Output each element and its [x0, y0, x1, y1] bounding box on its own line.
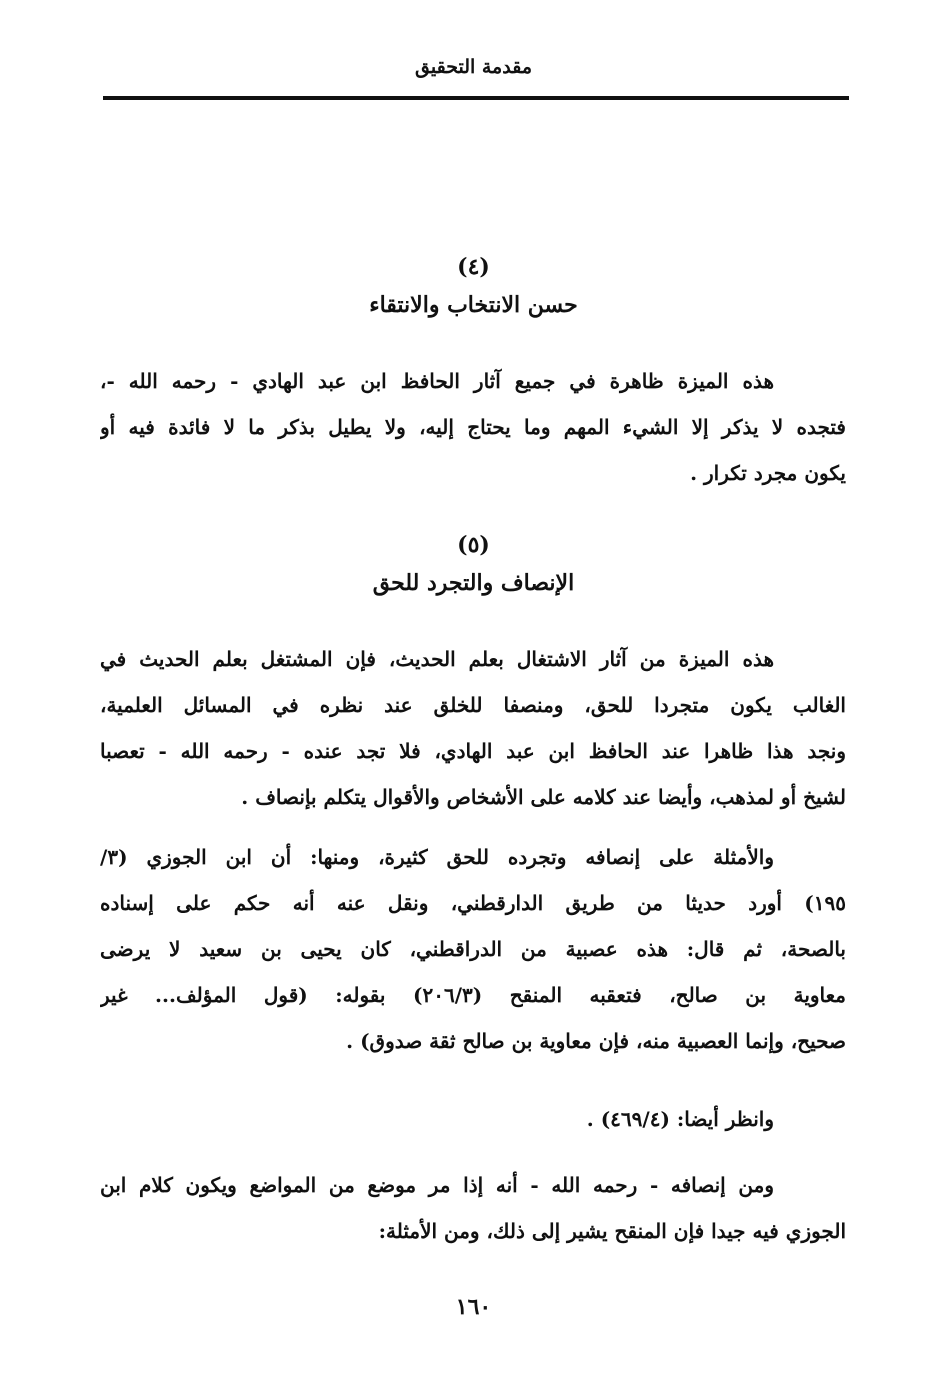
text-line: ومن إنصافه - رحمه الله - أنه إذا مر موضع من المواضع ويكون كلام ابن	[100, 1173, 774, 1197]
page-number: ١٦٠	[455, 1294, 492, 1320]
paragraph	[100, 358, 846, 496]
text-line: هذه الميزة ظاهرة في جميع آثار الحافظ ابن عبد الهادي - رحمه الله -،	[100, 369, 774, 393]
text-line: صحيح، وإنما العصبية منه، فإن معاوية بن صالح ثقة صدوق) .	[346, 1029, 846, 1053]
text-line: الغالب يكون متجردا للحق، ومنصفا للخلق عند نظره في المسائل العلمية،	[100, 693, 846, 717]
text-line: وانظر أيضا: (٤٦٩/٤) .	[586, 1107, 774, 1131]
text-line: ١٩٥) أورد حديثا من طريق الدارقطني، ونقل عنه أنه حكم على إسناده	[100, 891, 846, 915]
paragraph	[100, 1096, 846, 1142]
text-line: بالصحة، ثم قال: هذه عصبية من الدراقطني، كان يحيى بن سعيد لا يرضى	[100, 937, 846, 961]
header-rule	[103, 96, 849, 100]
section-title: الإنصاف والتجرد للحق	[372, 570, 575, 596]
paragraph	[100, 1162, 846, 1254]
running-head: مقدمة التحقيق	[415, 56, 532, 78]
text-line: لشيخ أو لمذهب، وأيضا عند كلامه على الأشخاص والأقوال يتكلم بإنصاف .	[241, 785, 846, 809]
text-line: ونجد هذا ظاهرا عند الحافظ ابن عبد الهادي، فلا تجد عنده - رحمه الله - تعصبا	[100, 739, 846, 763]
paragraph	[100, 834, 846, 1064]
text-line: يكون مجرد تكرار .	[690, 461, 846, 485]
section-number: (٤)	[457, 254, 490, 280]
text-line: هذه الميزة من آثار الاشتغال بعلم الحديث، فإن المشتغل بعلم الحديث في	[100, 647, 774, 671]
section-number: (٥)	[457, 532, 490, 558]
text-line: والأمثلة على إنصافه وتجرده للحق كثيرة، ومنها: أن ابن الجوزي (٣/	[100, 845, 774, 869]
text-line: فتجده لا يذكر إلا الشيء المهم وما يحتاج إليه، ولا يطيل بذكر ما لا فائدة فيه أو	[100, 415, 846, 439]
section-title: حسن الانتخاب والانتقاء	[369, 292, 578, 318]
text-line: الجوزي فيه جيدا فإن المنقح يشير إلى ذلك، ومن الأمثلة:	[378, 1219, 846, 1243]
paragraph	[100, 636, 846, 820]
text-line: معاوية بن صالح، فتعقبه المنقح (٢٠٦/٣) بقوله: (قول المؤلف... غير	[100, 983, 846, 1007]
